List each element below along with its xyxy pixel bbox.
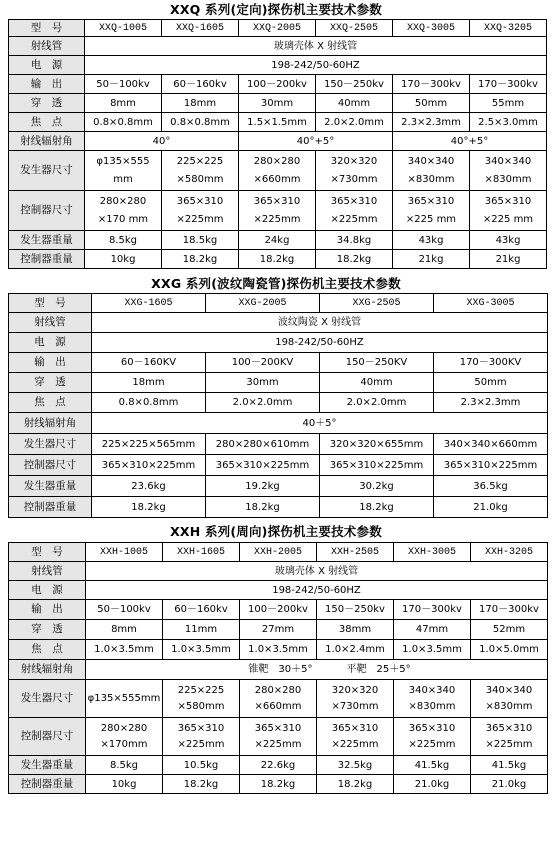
output-cell: 100－200kv: [239, 75, 316, 94]
output-cell: 170－300kv: [471, 600, 548, 620]
generator-weight-cell: 10.5kg: [163, 756, 240, 775]
model-name: XXQ-1605: [162, 20, 239, 37]
generator-weight-cell: 18.5kg: [162, 231, 239, 250]
penetration-cell: 30mm: [206, 373, 320, 393]
penetration-label: 穿 透: [9, 620, 86, 640]
focus-cell: 2.0×2.0mm: [316, 113, 393, 132]
output-cell: 50－100kv: [85, 75, 162, 94]
tube-value: 玻璃壳体 X 射线管: [85, 37, 547, 56]
controller-size-cell: 365×310×225mm: [206, 455, 320, 476]
model-name: XXQ-1005: [85, 20, 162, 37]
generator-size-cell: 225×225 ×580mm: [163, 680, 240, 718]
controller-size-label: 控制器尺寸: [9, 191, 85, 231]
focus-cell: 2.0×2.0mm: [320, 393, 434, 413]
controller-weight-cell: 18.2kg: [206, 497, 320, 518]
controller-size-cell: 365×310 ×225mm: [317, 718, 394, 756]
generator-weight-cell: 32.5kg: [317, 756, 394, 775]
generator-weight-cell: 19.2kg: [206, 476, 320, 497]
model-header-label: 型 号: [9, 294, 92, 313]
model-name: XXH-3205: [471, 543, 548, 562]
focus-label: 焦 点: [9, 393, 92, 413]
controller-size-label: 控制器尺寸: [9, 718, 86, 756]
generator-size-cell: 280×280 ×660mm: [240, 680, 317, 718]
controller-weight-cell: 10kg: [85, 250, 162, 269]
penetration-cell: 30mm: [239, 94, 316, 113]
model-name: XXQ-2505: [316, 20, 393, 37]
penetration-cell: 18mm: [162, 94, 239, 113]
controller-weight-cell: 18.2kg: [162, 250, 239, 269]
generator-weight-label: 发生器重量: [9, 476, 92, 497]
xxq-spec-table: [8, 19, 547, 269]
generator-size-label: 发生器尺寸: [9, 680, 86, 718]
generator-size-cell: 225×225×565mm: [92, 434, 206, 455]
generator-size-cell: 320×320 ×730mm: [316, 151, 393, 191]
output-label: 输 出: [9, 75, 85, 94]
controller-weight-cell: 18.2kg: [239, 250, 316, 269]
controller-size-cell: 365×310 ×225mm: [239, 191, 316, 231]
model-name: XXH-1005: [86, 543, 163, 562]
focus-label: 焦 点: [9, 640, 86, 660]
tube-label: 射线管: [9, 562, 86, 581]
focus-cell: 1.0×3.5mm: [163, 640, 240, 660]
model-name: XXQ-2005: [239, 20, 316, 37]
controller-size-cell: 365×310 ×225mm: [163, 718, 240, 756]
controller-weight-cell: 18.2kg: [317, 775, 394, 794]
power-value: 198-242/50-60HZ: [86, 581, 548, 600]
controller-weight-cell: 18.2kg: [163, 775, 240, 794]
model-name: XXH-2005: [240, 543, 317, 562]
model-header-label: 型 号: [9, 20, 85, 37]
output-label: 输 出: [9, 600, 86, 620]
tube-label: 射线管: [9, 313, 92, 333]
controller-size-cell: 365×310 ×225mm: [316, 191, 393, 231]
penetration-cell: 18mm: [92, 373, 206, 393]
generator-weight-cell: 43kg: [470, 231, 547, 250]
angle-cell: 40°+5°: [239, 132, 393, 151]
controller-size-label: 控制器尺寸: [9, 455, 92, 476]
controller-weight-cell: 18.2kg: [240, 775, 317, 794]
generator-weight-cell: 22.6kg: [240, 756, 317, 775]
power-value: 198-242/50-60HZ: [85, 56, 547, 75]
power-label: 电 源: [9, 56, 85, 75]
focus-cell: 0.8×0.8mm: [85, 113, 162, 132]
generator-weight-cell: 36.5kg: [434, 476, 548, 497]
generator-size-cell: 340×340 ×830mm: [470, 151, 547, 191]
angle-cone-cell: 锥靶 30＋5°: [86, 660, 317, 680]
model-name: XXG-1605: [92, 294, 206, 313]
model-name: XXQ-3005: [393, 20, 470, 37]
generator-size-cell: 340×340×660mm: [434, 434, 548, 455]
focus-cell: 2.5×3.0mm: [470, 113, 547, 132]
controller-weight-cell: 21kg: [470, 250, 547, 269]
power-label: 电 源: [9, 581, 86, 600]
output-cell: 150－250kv: [317, 600, 394, 620]
output-cell: 100－200kv: [240, 600, 317, 620]
output-cell: 150－250KV: [320, 353, 434, 373]
controller-size-cell: 365×310 ×225mm: [162, 191, 239, 231]
penetration-cell: 52mm: [471, 620, 548, 640]
output-label: 输 出: [9, 353, 92, 373]
penetration-cell: 40mm: [320, 373, 434, 393]
angle-cell: 40＋5°: [92, 413, 548, 434]
generator-size-cell: 320×320 ×730mm: [317, 680, 394, 718]
model-name: XXH-3005: [394, 543, 471, 562]
output-cell: 50－100kv: [86, 600, 163, 620]
focus-cell: 0.8×0.8mm: [92, 393, 206, 413]
focus-cell: 1.5×1.5mm: [239, 113, 316, 132]
controller-weight-label: 控制器重量: [9, 497, 92, 518]
generator-size-cell: 340×340 ×830mm: [471, 680, 548, 718]
generator-size-cell: φ135×555 mm: [85, 151, 162, 191]
penetration-cell: 55mm: [470, 94, 547, 113]
model-name: XXG-2505: [320, 294, 434, 313]
generator-size-cell: 225×225 ×580mm: [162, 151, 239, 191]
output-cell: 60－160KV: [92, 353, 206, 373]
generator-weight-label: 发生器重量: [9, 756, 86, 775]
generator-weight-cell: 8.5kg: [85, 231, 162, 250]
controller-weight-cell: 18.2kg: [316, 250, 393, 269]
penetration-cell: 40mm: [316, 94, 393, 113]
controller-weight-cell: 10kg: [86, 775, 163, 794]
penetration-cell: 27mm: [240, 620, 317, 640]
generator-size-cell: φ135×555mm: [86, 680, 163, 718]
xxh-title: XXH 系列(周向)探伤机主要技术参数: [170, 524, 382, 539]
penetration-label: 穿 透: [9, 373, 92, 393]
output-cell: 60－160kv: [162, 75, 239, 94]
tube-value: 波纹陶瓷 X 射线管: [92, 313, 548, 333]
model-name: XXH-2505: [317, 543, 394, 562]
output-cell: 170－300kv: [393, 75, 470, 94]
controller-size-cell: 365×310 ×225 mm: [393, 191, 470, 231]
controller-size-cell: 365×310 ×225 mm: [470, 191, 547, 231]
xxg-title: XXG 系列(波纹陶瓷管)探伤机主要技术参数: [151, 276, 401, 291]
penetration-label: 穿 透: [9, 94, 85, 113]
generator-weight-cell: 41.5kg: [394, 756, 471, 775]
penetration-cell: 38mm: [317, 620, 394, 640]
controller-size-cell: 280×280 ×170mm: [86, 718, 163, 756]
penetration-cell: 8mm: [86, 620, 163, 640]
controller-size-cell: 365×310×225mm: [320, 455, 434, 476]
focus-cell: 0.8×0.8mm: [162, 113, 239, 132]
controller-size-cell: 365×310 ×225mm: [394, 718, 471, 756]
tube-label: 射线管: [9, 37, 85, 56]
generator-weight-cell: 43kg: [393, 231, 470, 250]
model-header-label: 型 号: [9, 543, 86, 562]
model-name: XXG-3005: [434, 294, 548, 313]
generator-weight-label: 发生器重量: [9, 231, 85, 250]
generator-size-cell: 280×280×610mm: [206, 434, 320, 455]
controller-size-cell: 365×310×225mm: [92, 455, 206, 476]
generator-weight-cell: 34.8kg: [316, 231, 393, 250]
controller-weight-cell: 21.0kg: [394, 775, 471, 794]
focus-label: 焦 点: [9, 113, 85, 132]
xxh-spec-table: [8, 542, 548, 794]
angle-cell: 40°: [85, 132, 239, 151]
model-name: XXH-1605: [163, 543, 240, 562]
controller-weight-cell: 18.2kg: [320, 497, 434, 518]
xxg-spec-table: [8, 293, 548, 518]
penetration-cell: 50mm: [434, 373, 548, 393]
focus-cell: 1.0×3.5mm: [86, 640, 163, 660]
xxq-title: XXQ 系列(定向)探伤机主要技术参数: [170, 2, 382, 17]
controller-weight-cell: 21.0kg: [471, 775, 548, 794]
angle-flat-cell: 平靶 25＋5°: [317, 660, 548, 680]
focus-cell: 1.0×3.5mm: [240, 640, 317, 660]
penetration-cell: 47mm: [394, 620, 471, 640]
angle-label: 射线辐射角: [9, 413, 92, 434]
focus-cell: 1.0×5.0mm: [471, 640, 548, 660]
output-cell: 170－300kv: [470, 75, 547, 94]
focus-cell: 2.0×2.0mm: [206, 393, 320, 413]
power-label: 电 源: [9, 333, 92, 353]
controller-weight-cell: 21kg: [393, 250, 470, 269]
controller-size-cell: 365×310 ×225mm: [471, 718, 548, 756]
generator-size-cell: 340×340 ×830mm: [394, 680, 471, 718]
generator-weight-cell: 8.5kg: [86, 756, 163, 775]
penetration-cell: 8mm: [85, 94, 162, 113]
focus-cell: 1.0×3.5mm: [394, 640, 471, 660]
angle-cell: 40°+5°: [393, 132, 547, 151]
focus-cell: 1.0×2.4mm: [317, 640, 394, 660]
output-cell: 170－300kv: [394, 600, 471, 620]
model-name: XXG-2005: [206, 294, 320, 313]
generator-weight-cell: 30.2kg: [320, 476, 434, 497]
generator-weight-cell: 24kg: [239, 231, 316, 250]
focus-cell: 2.3×2.3mm: [393, 113, 470, 132]
generator-size-cell: 320×320×655mm: [320, 434, 434, 455]
controller-weight-cell: 21.0kg: [434, 497, 548, 518]
angle-label: 射线辐射角: [9, 660, 86, 680]
generator-weight-cell: 23.6kg: [92, 476, 206, 497]
controller-weight-cell: 18.2kg: [92, 497, 206, 518]
controller-size-cell: 365×310×225mm: [434, 455, 548, 476]
penetration-cell: 50mm: [393, 94, 470, 113]
focus-cell: 2.3×2.3mm: [434, 393, 548, 413]
controller-weight-label: 控制器重量: [9, 250, 85, 269]
output-cell: 150－250kv: [316, 75, 393, 94]
controller-weight-label: 控制器重量: [9, 775, 86, 794]
output-cell: 170－300KV: [434, 353, 548, 373]
tube-value: 玻璃壳体 X 射线管: [86, 562, 548, 581]
generator-weight-cell: 41.5kg: [471, 756, 548, 775]
power-value: 198-242/50-60HZ: [92, 333, 548, 353]
penetration-cell: 11mm: [163, 620, 240, 640]
angle-label: 射线辐射角: [9, 132, 85, 151]
controller-size-cell: 280×280 ×170 mm: [85, 191, 162, 231]
generator-size-cell: 280×280 ×660mm: [239, 151, 316, 191]
model-name: XXQ-3205: [470, 20, 547, 37]
output-cell: 60－160kv: [163, 600, 240, 620]
output-cell: 100－200KV: [206, 353, 320, 373]
generator-size-cell: 340×340 ×830mm: [393, 151, 470, 191]
generator-size-label: 发生器尺寸: [9, 151, 85, 191]
generator-size-label: 发生器尺寸: [9, 434, 92, 455]
controller-size-cell: 365×310 ×225mm: [240, 718, 317, 756]
